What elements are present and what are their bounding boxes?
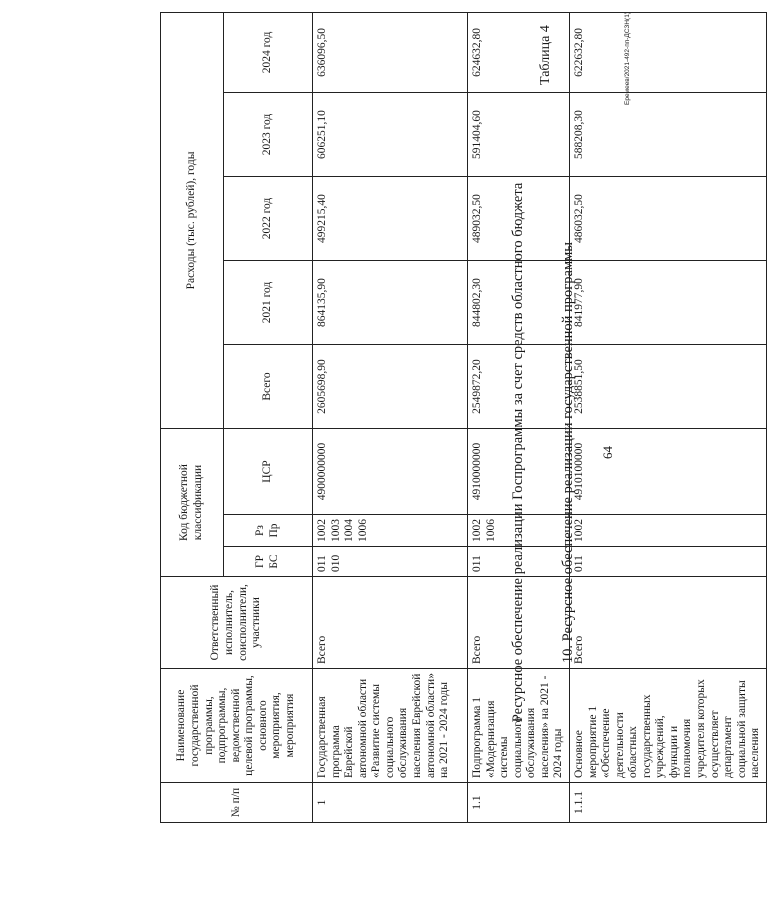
cell-grbs: 011 [468, 547, 570, 577]
cell-2024: 624632,80 [468, 12, 570, 92]
header-code-group: Код бюджетной классификации [161, 429, 224, 577]
cell-total: 2538851,50 [569, 345, 766, 429]
cell-total: 2549872,20 [468, 345, 570, 429]
cell-responsible: Всего [468, 577, 570, 669]
cell-num: 1 [313, 783, 468, 823]
table-title: Ресурсное обеспечение реализации Госпрограммы за счет средств областного бюджета [510, 182, 526, 723]
cell-csr: 4910100000 [569, 429, 766, 515]
header-num: № п/п [161, 783, 313, 823]
header-total: Всего [224, 345, 313, 429]
cell-csr: 4910000000 [468, 429, 570, 515]
cell-grbs: 011 010 [313, 547, 468, 577]
cell-2021: 864135,90 [313, 261, 468, 345]
cell-grbs: 011 [569, 547, 766, 577]
section-title: 10. Ресурсное обеспечение реализации государственной программы [560, 241, 576, 664]
header-grbs: ГР БС [224, 547, 313, 577]
cell-csr: 4900000000 [313, 429, 468, 515]
table-row [313, 12, 468, 822]
cell-2022: 489032,50 [468, 177, 570, 261]
document-stamp: Еремеев/2021-492-пп-ДСЗН(1) [624, 12, 631, 105]
cell-2021: 844802,30 [468, 261, 570, 345]
cell-rzpr: 1002 [569, 515, 766, 547]
page-number: 64 [600, 446, 615, 459]
table-row [468, 12, 570, 822]
cell-num: 1.1 [468, 783, 570, 823]
cell-name: Государственная программа Еврейской автономной области «Развитие системы социального обслуживания населения Еврейской автономной области» на 2021 - 2024 годы [313, 669, 468, 783]
cell-2023: 606251,10 [313, 93, 468, 177]
cell-num: 1.1.1 [569, 783, 766, 823]
cell-name: Подпрограмма 1 «Модернизация системы социального обслуживания населения» на 2021 - 2024 годы [468, 669, 570, 783]
header-csr: ЦСР [224, 429, 313, 515]
header-rzpr: Рз Пр [224, 515, 313, 547]
cell-2023: 588208,30 [569, 93, 766, 177]
table-label: Таблица 4 [538, 25, 553, 85]
cell-name: Основное мероприятие 1 «Обеспечение деятельности областных государственных учреждений, функции и полномочия учредителя которых осуществляет департамент социальной защиты населения [569, 669, 766, 783]
header-2024: 2024 год [224, 12, 313, 92]
cell-rzpr: 1002 1003 1004 1006 [313, 515, 468, 547]
header-2023: 2023 год [224, 93, 313, 177]
cell-2024: 622632,80 [569, 12, 766, 92]
header-name: Наименование государственной программы, подпрограммы, ведомственной целевой программы, основного мероприятия, мероприятия [161, 669, 313, 783]
cell-2024: 636096,50 [313, 12, 468, 92]
cell-responsible: Всего [313, 577, 468, 669]
cell-2022: 486032,50 [569, 177, 766, 261]
cell-total: 2605698,90 [313, 345, 468, 429]
header-expenses-group: Расходы (тыс. рублей), годы [161, 12, 224, 428]
cell-responsible: Всего [569, 577, 766, 669]
table-row [569, 12, 766, 822]
table-header-row [161, 12, 224, 822]
cell-2022: 499215,40 [313, 177, 468, 261]
header-2022: 2022 год [224, 177, 313, 261]
cell-2021: 841977,90 [569, 261, 766, 345]
header-2021: 2021 год [224, 261, 313, 345]
budget-table [160, 12, 767, 823]
cell-rzpr: 1002 1006 [468, 515, 570, 547]
cell-2023: 591404,60 [468, 93, 570, 177]
header-responsible: Ответственный исполнитель, соисполнители, участники [161, 577, 313, 669]
